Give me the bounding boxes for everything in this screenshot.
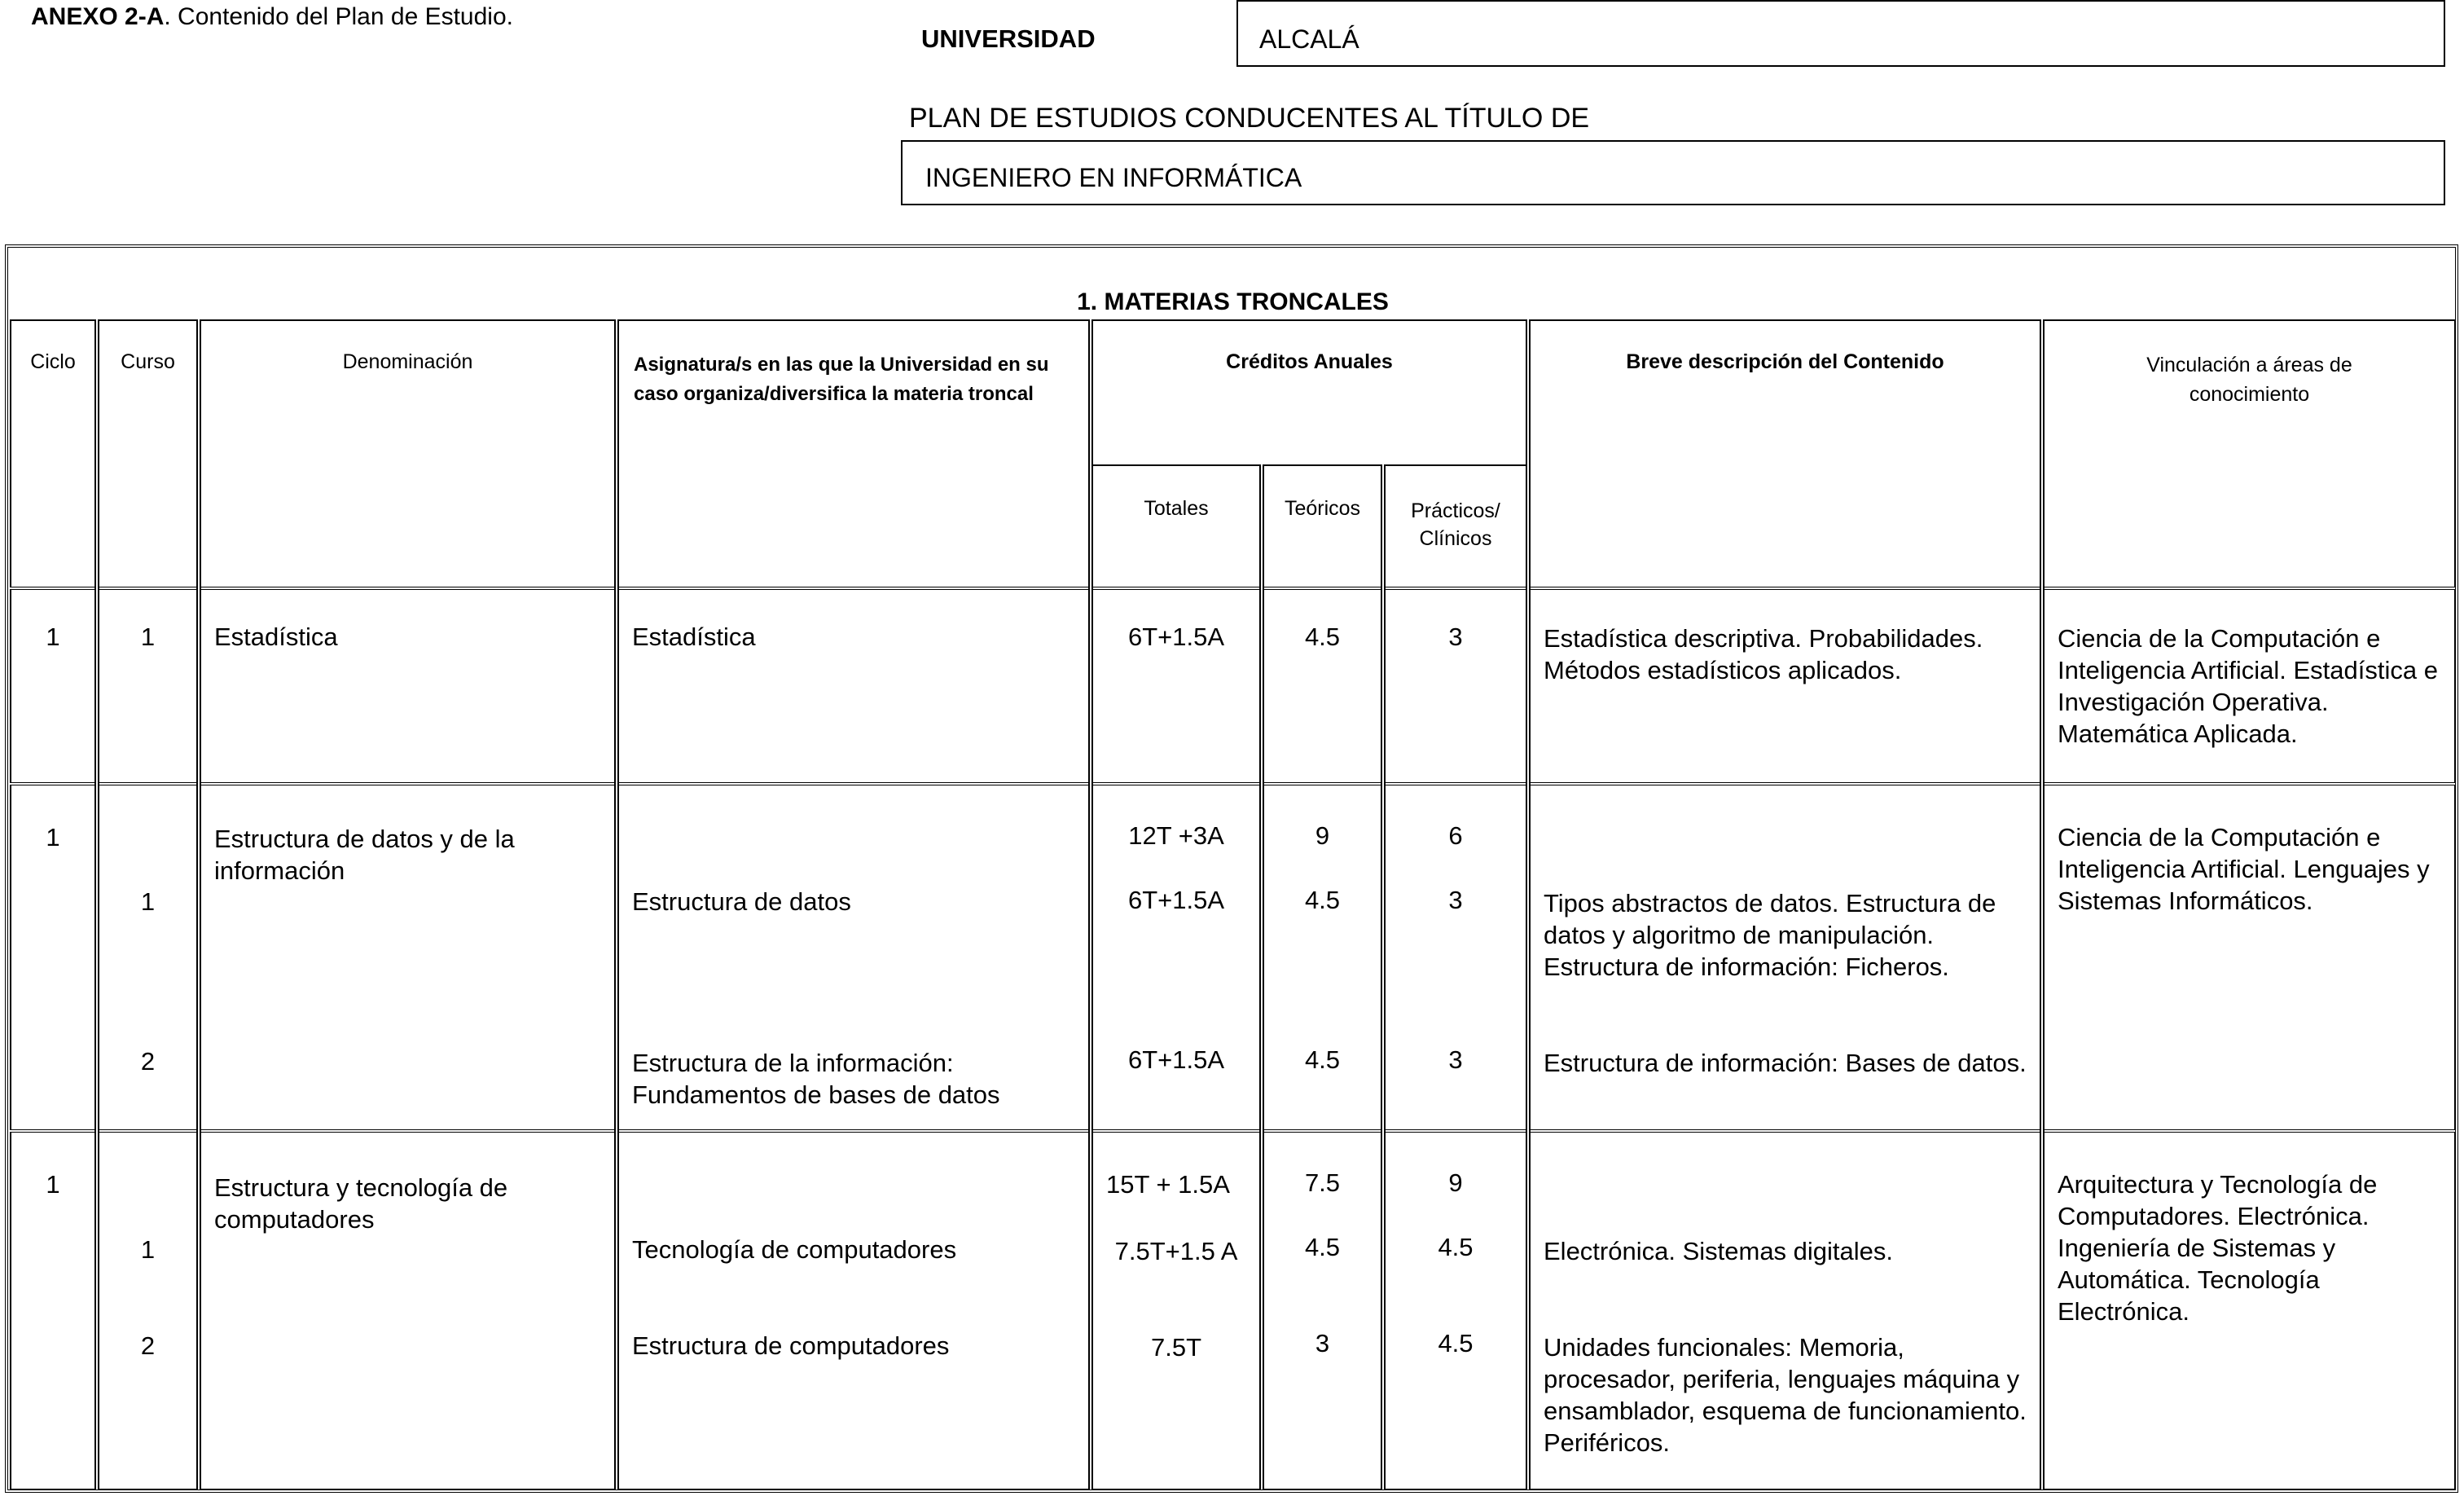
curso-value: 2 [140,1047,156,1076]
practicos-cell [1383,1131,1528,1489]
degree-title-field: INGENIERO EN INFORMÁTICA [901,140,2445,205]
teoricos-summary: 9 [1315,821,1330,850]
descripcion-cell: Estadística descriptiva. Probabilidades. Métodos estadísticos aplicados. [1528,588,2042,784]
curso-value: 2 [140,1331,156,1360]
annex-label: ANEXO 2-A [31,3,165,30]
curso-cell: 1 [97,588,199,784]
totales-summary: 15T + 1.5A [1106,1170,1230,1199]
descripcion-value: Tipos abstractos de datos. Estructura de datos y algoritmo de manipulación. Estructura de información: Ficheros. [1544,889,1996,981]
descripcion-cell [1528,784,2042,1131]
section-title: 1. MATERIAS TRONCALES [11,249,2455,320]
ciclo-cell: 1 [11,1131,97,1489]
table-row [11,1131,2455,1489]
col-header-vinculacion: Vinculación a áreas de conocimiento [2042,320,2455,588]
practicos-cell [1383,784,1528,1131]
teoricos-cell [1262,784,1383,1131]
totales-cell [1091,1131,1262,1489]
asignatura-value: Tecnología de computadores [632,1235,957,1264]
col-header-asignatura: Asignatura/s en las que la Universidad en su caso organiza/diversifica la materia troncal [617,320,1091,588]
curso-cell [97,1131,199,1489]
col-header-ciclo: Ciclo [11,320,97,588]
ciclo-cell: 1 [11,588,97,784]
practicos-summary: 6 [1448,821,1463,850]
denominacion-cell: Estructura y tecnología de computadores [199,1131,617,1489]
ciclo-cell: 1 [11,784,97,1131]
vinculacion-cell: Arquitectura y Tecnología de Computadores. Electrónica. Ingeniería de Sistemas y Automática. Tecnología Electrónica. [2042,1131,2455,1489]
totales-value: 7.5T [1150,1333,1202,1362]
totales-value: 6T+1.5A [1127,1045,1225,1074]
col-header-denominacion: Denominación [199,320,617,588]
curso-value: 1 [140,887,156,916]
totales-cell: 6T+1.5A [1091,588,1262,784]
asignatura-cell [617,1131,1091,1489]
teoricos-cell [1262,1131,1383,1489]
denominacion-cell: Estadística [199,588,617,784]
teoricos-value: 3 [1315,1329,1330,1357]
table-row [11,784,2455,1131]
practicos-value: 3 [1448,886,1463,914]
vinculacion-cell: Ciencia de la Computación e Inteligencia Artificial. Estadística e Investigación Operativa. Matemática Aplicada. [2042,588,2455,784]
teoricos-summary: 7.5 [1304,1168,1341,1197]
annex-subtitle: . Contenido del Plan de Estudio. [164,3,513,30]
annex-heading [31,3,513,31]
teoricos-value: 4.5 [1304,1045,1341,1074]
denominacion-cell: Estructura de datos y de la información [199,784,617,1131]
university-label: UNIVERSIDAD [921,24,1096,53]
descripcion-cell [1528,1131,2042,1489]
practicos-value: 3 [1448,1045,1463,1074]
materias-table [10,249,2456,1490]
totales-summary: 12T +3A [1128,821,1224,850]
col-header-totales: Totales [1091,465,1262,588]
asignatura-value: Estructura de datos [632,887,851,916]
practicos-value: 4.5 [1438,1233,1474,1261]
teoricos-value: 4.5 [1304,886,1341,914]
asignatura-value: Estructura de la información: Fundamentos de bases de datos [632,1049,1000,1109]
asignatura-cell [617,784,1091,1131]
vinculacion-cell: Ciencia de la Computación e Inteligencia Artificial. Lenguajes y Sistemas Informáticos. [2042,784,2455,1131]
descripcion-value: Electrónica. Sistemas digitales. [1544,1237,1894,1265]
col-header-practicos: Prácticos/ Clínicos [1383,465,1528,588]
col-header-descripcion: Breve descripción del Contenido [1528,320,2042,588]
col-header-teoricos: Teóricos [1262,465,1383,588]
totales-cell [1091,784,1262,1131]
curso-value: 1 [140,1235,156,1264]
totales-value: 6T+1.5A [1127,886,1225,914]
col-header-creditos: Créditos Anuales [1091,320,1528,465]
asignatura-value: Estructura de computadores [632,1331,950,1360]
curso-cell [97,784,199,1131]
totales-value: 7.5T+1.5 A [1114,1237,1238,1265]
asignatura-cell: Estadística [617,588,1091,784]
teoricos-cell: 4.5 [1262,588,1383,784]
table-row [11,588,2455,784]
plan-label: PLAN DE ESTUDIOS CONDUCENTES AL TÍTULO DE [909,103,1590,134]
practicos-summary: 9 [1448,1168,1463,1197]
university-field: ALCALÁ [1236,0,2445,67]
descripcion-value: Unidades funcionales: Memoria, procesador, periferia, lenguajes máquina y ensamblador, esquema de funcionamiento. Periféricos. [1544,1333,2027,1457]
practicos-cell: 3 [1383,588,1528,784]
teoricos-value: 4.5 [1304,1233,1341,1261]
col-header-curso: Curso [97,320,199,588]
descripcion-value: Estructura de información: Bases de datos. [1544,1049,2027,1077]
practicos-value: 4.5 [1438,1329,1474,1357]
